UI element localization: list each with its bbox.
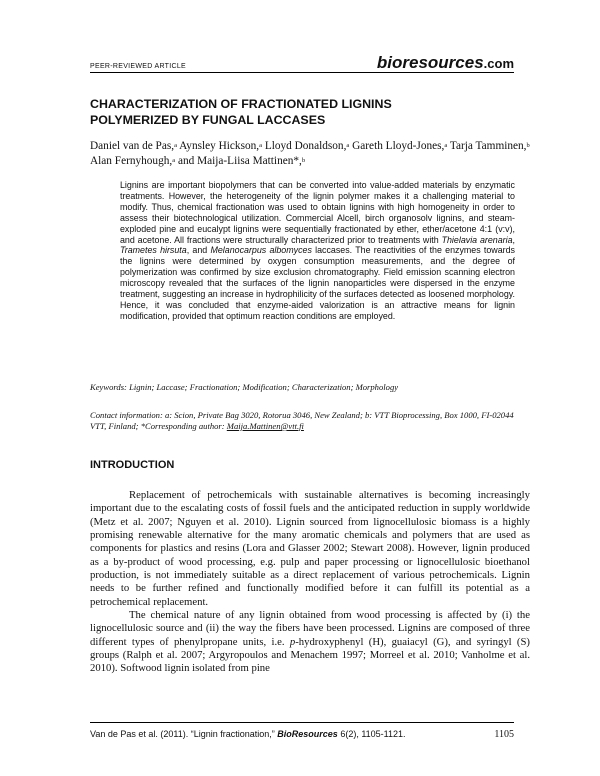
abstract-text: laccases. The reactivities of the enzymes towards the lignins were determined by oxygen consumption measurements, and the degree of polymerization was confirmed by size exclusion chromatography. Field emission scanning electron microscopy revealed that the surfaces of the lignin nanoparticles were dispersed in the enzyme treatment, suggesting an increase in hydrophilicity of the surfaces detected as loosened morphology. Hence, it was concluded that enzyme-aided valorization is an attractive means for lignin modification, provided that optimum reaction conditions are employed. — [120, 245, 516, 321]
author-name: and Maija-Liisa Mattinen*, — [177, 155, 302, 167]
author-affiliation-mark: a — [444, 142, 448, 149]
running-header — [90, 46, 514, 73]
brand-name: bioresources — [376, 53, 484, 72]
contact-text: Contact information: a: Scion, Private Bag 3020, Rotorua 3046, New Zealand; b: VTT Bioprocessing, Box 1000, FI-02044 VTT, Finland; *Corresponding author: — [90, 410, 514, 431]
title-line: POLYMERIZED BY FUNGAL LACCASES — [90, 112, 326, 127]
abstract-text: Lignins are important biopolymers that can be converted into value-added materials by enzymatic treatments. However, the heterogeneity of the lignin polymer makes it a challenging material to modify. Thus, chemical fractionation was used to obtain lignins with high homogeneity in order to assess their biotechnological utilization. Commercial Alcell, birch organosolv lignins, and steam-exploded pine and eucalypt lignins were sequentially fractionated by ether, ether/acetone 4:1 (v:v), and acetone. All fractions were structurally characterized prior to treatments with — [120, 180, 515, 245]
article-type-label: PEER-REVIEWED ARTICLE — [90, 63, 187, 70]
brand-domain: .com — [483, 56, 514, 71]
species-name: Trametes hirsuta — [120, 245, 187, 256]
contact-information — [90, 410, 530, 432]
author-name: Tarja Tamminen, — [449, 140, 527, 152]
italic-text: p — [289, 635, 296, 648]
paragraph: Replacement of petrochemicals with sustainable alternatives is becoming increasingly important due to the escalating costs of fossil fuels and the anticipated reduction in supply worldwide (Metz et al. 2007; Nguyen et al. 2010). Lignin sourced from lignocellulosic biomass is a highly promising renewable alternative for the many aromatic chemicals and polymers that are used as components for plastics and resins (Lora and Glasser 2002; Stewart 2008). However, lignin produced as a by-product of wood processing, e.g. pulp and paper processing or lignocellulosic bioethanol production, is not immediately suitable as a direct replacement of various petrochemicals. Lignin needs to be further refined and functionally modified before it can fulfill its potential as a petrochemical replacement. — [90, 489, 530, 608]
abstract-text: , and — [186, 245, 211, 256]
species-name: Thielavia arenaria — [441, 234, 513, 245]
corresponding-email-link[interactable]: Maija.Mattinen@vtt.fi — [226, 421, 304, 431]
journal-name: BioResources — [277, 729, 338, 739]
author-list — [90, 139, 530, 169]
page-number: 1105 — [494, 729, 514, 740]
author-affiliation-mark: a — [172, 157, 176, 164]
author-affiliation-mark: a — [259, 142, 262, 149]
citation-text: Van de Pas et al. (2011). “Lignin fractionation,” — [90, 729, 278, 739]
author-affiliation-mark: b — [301, 157, 306, 164]
article-title — [90, 97, 530, 128]
abstract-text: , — [512, 234, 515, 245]
abstract — [120, 180, 515, 322]
author-name: Aynsley Hickson, — [179, 140, 260, 152]
author-affiliation-mark: a — [174, 142, 177, 149]
journal-brand[interactable] — [377, 53, 514, 73]
paragraph — [90, 609, 530, 676]
page-footer — [90, 722, 514, 739]
body-text — [90, 489, 530, 676]
author-name: Gareth Lloyd-Jones, — [352, 140, 445, 152]
section-heading: INTRODUCTION — [90, 459, 175, 471]
paragraph-text: The chemical nature of any lignin obtained from wood processing is affected by (i) the lignocellulosic source and (ii) the way the fibers have been processed. Lignins are composed of three different types of phenylpropane units, i.e. — [90, 609, 530, 648]
author-name: Daniel van de Pas, — [90, 140, 175, 152]
author-affiliation-mark: a — [346, 142, 350, 149]
citation-issue: 6(2), 1105-1121. — [337, 729, 406, 739]
title-line: CHARACTERIZATION OF FRACTIONATED LIGNINS — [90, 97, 392, 111]
species-name: Melanocarpus albomyces — [210, 245, 312, 256]
author-name: Alan Fernyhough, — [90, 155, 173, 167]
paragraph-text: -hydroxyphenyl (H), guaiacyl (G), and syringyl (S) groups (Ralph et al. 2007; Argyropoulos and Menachem 1997; Morreel et al. 2010; Vanholme et al. 2010). Softwood lignin isolated from pine — [90, 635, 530, 675]
keywords: Keywords: Lignin; Laccase; Fractionation; Modification; Characterization; Morphology — [90, 382, 399, 392]
author-name: Lloyd Donaldson, — [264, 140, 347, 152]
author-affiliation-mark: b — [526, 142, 530, 149]
